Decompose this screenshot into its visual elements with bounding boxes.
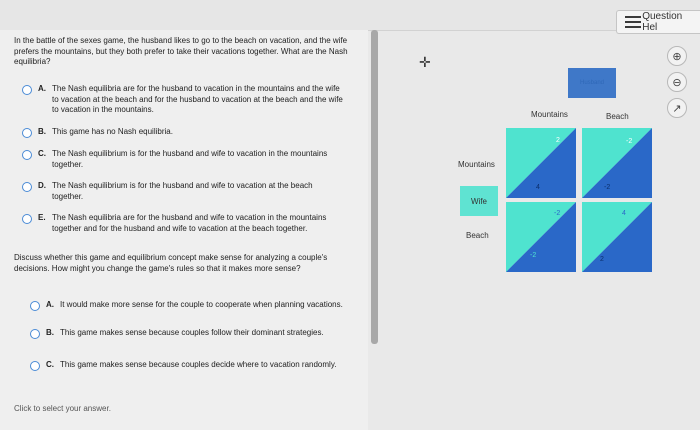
option-letter: A. (46, 300, 54, 309)
option-letter: A. (38, 84, 46, 93)
question2-text: Discuss whether this game and equilibrium concept make sense for analyzing a couple's decisions. How might you change the game's rules so that it makes more sense? (14, 253, 328, 273)
question-help-label: Question Hel (642, 11, 683, 33)
q1-option-b[interactable] (22, 127, 344, 138)
payoff-cell-mountains-beach (582, 128, 652, 198)
option-letter: C. (38, 149, 46, 158)
zoom-in-icon[interactable]: ⊕ (667, 46, 687, 66)
q1-option-c[interactable] (22, 149, 337, 170)
select-answer-hint: Click to select your answer. (14, 404, 111, 413)
option-text: This game makes sense because couples decide where to vacation randomly. (60, 360, 337, 369)
option-letter: B. (38, 127, 46, 136)
scrollbar[interactable] (371, 30, 378, 344)
radio-button[interactable] (30, 361, 40, 371)
side-tools (655, 40, 695, 130)
radio-button[interactable] (22, 214, 32, 224)
wife-label-text: Wife (471, 196, 487, 206)
cell-diagonal-graphic (582, 128, 652, 198)
option-text: The Nash equilibria are for the husband to vacation in the mountains and the wife to vacation at the beach and for the husband to vacation at the beach and the wife to vacation in the mountains. (52, 84, 343, 114)
column-header-beach: Beach (606, 112, 629, 121)
menu-icon (625, 16, 638, 28)
q2-option-c[interactable] (30, 360, 360, 371)
payoff-cell-beach-beach (582, 202, 652, 272)
external-link-icon[interactable]: ↗ (667, 98, 687, 118)
cell-diagonal-graphic (582, 202, 652, 272)
husband-payoff: -2 (626, 138, 633, 145)
husband-payoff: -2 (554, 210, 561, 217)
cursor-icon: ✛ (419, 54, 431, 70)
option-letter: E. (38, 213, 46, 222)
option-text: The Nash equilibrium is for the husband and wife to vacation at the beach together. (52, 181, 313, 201)
radio-button[interactable] (22, 150, 32, 160)
husband-payoff: 4 (622, 210, 626, 217)
payoff-cell-beach-mountains (506, 202, 576, 272)
option-text: This game makes sense because couples follow their dominant strategies. (60, 328, 324, 337)
option-text: The Nash equilibrium is for the husband and wife to vacation in the mountains together. (52, 149, 328, 169)
wife-payoff: -2 (530, 252, 537, 259)
husband-label: Husband (568, 68, 616, 98)
radio-button[interactable] (22, 128, 32, 138)
payoff-cell-mountains-mountains (506, 128, 576, 198)
q1-option-e[interactable] (22, 213, 337, 234)
option-text: This game has no Nash equilibria. (52, 127, 173, 136)
q2-option-a[interactable] (30, 300, 360, 311)
husband-payoff: 2 (556, 137, 560, 144)
option-text: The Nash equilibria are for the husband and wife to vacation in the mountains together and for the husband and wife to vacation at the beach together. (52, 213, 327, 233)
option-letter: B. (46, 328, 54, 337)
q1-option-a[interactable] (22, 84, 344, 116)
radio-button[interactable] (22, 85, 32, 95)
wife-label (460, 186, 498, 216)
wife-payoff: 2 (600, 256, 604, 263)
column-header-mountains: Mountains (531, 110, 568, 119)
option-letter: C. (46, 360, 54, 369)
radio-button[interactable] (22, 182, 32, 192)
zoom-out-icon[interactable]: ⊖ (667, 72, 687, 92)
option-letter: D. (38, 181, 46, 190)
option-text: It would make more sense for the couple to cooperate when planning vacations. (60, 300, 343, 309)
q1-option-d[interactable] (22, 181, 337, 202)
radio-button[interactable] (30, 329, 40, 339)
row-header-mountains: Mountains (458, 160, 495, 169)
row-header-beach: Beach (466, 231, 489, 240)
question-help-button[interactable] (616, 10, 700, 34)
cell-diagonal-graphic (506, 128, 576, 198)
top-bar (0, 0, 700, 31)
wife-payoff: 4 (536, 184, 540, 191)
question-panel (0, 30, 368, 430)
q2-option-b[interactable] (30, 328, 360, 339)
wife-payoff: -2 (604, 184, 611, 191)
radio-button[interactable] (30, 301, 40, 311)
cell-diagonal-graphic (506, 202, 576, 272)
question1-text: In the battle of the sexes game, the husband likes to go to the beach on vacation, and the wife prefers the mountains, but they both prefer to take their vacations together. What are the Nash equilibria? (14, 36, 348, 66)
